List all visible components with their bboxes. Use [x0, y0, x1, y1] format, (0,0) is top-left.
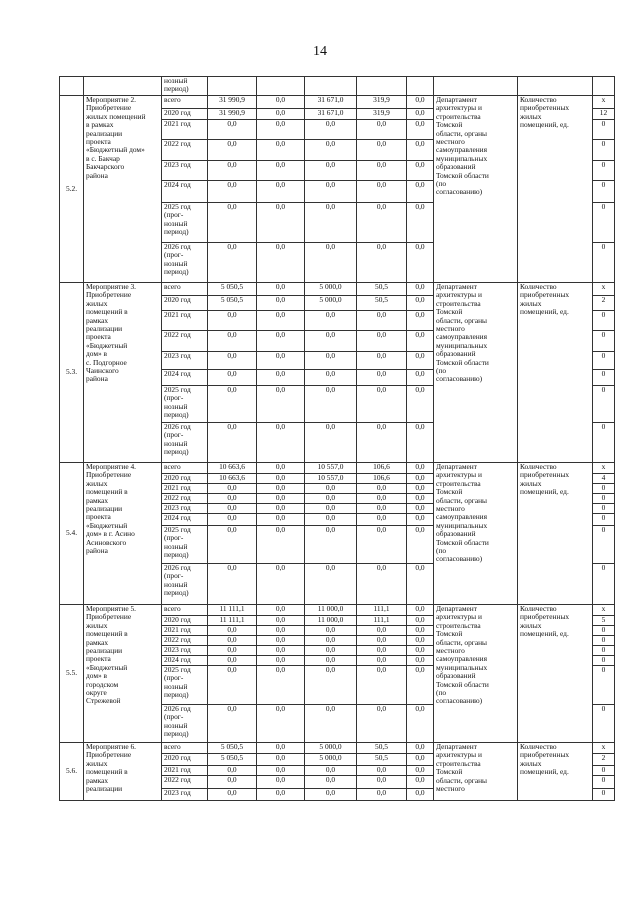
- year-cell: 2025 год (прог- нозный период): [162, 526, 208, 564]
- regional-cell: 0,0: [305, 352, 357, 370]
- federal-cell: 0,0: [257, 109, 305, 120]
- year-cell: 2026 год (прог- нозный период): [162, 243, 208, 283]
- extra-cell: 0,0: [407, 754, 434, 766]
- year-cell: всего: [162, 743, 208, 754]
- year-cell: 2021 год: [162, 120, 208, 140]
- indicator-value: 2: [593, 296, 615, 311]
- regional-cell: 0,0: [305, 776, 357, 789]
- total-cell: 10 663,6: [208, 463, 257, 474]
- regional-cell: 0,0: [305, 766, 357, 776]
- regional-cell: 0,0: [305, 504, 357, 514]
- year-cell: 2023 год: [162, 646, 208, 656]
- section-number: 5.6.: [60, 743, 84, 801]
- indicator-value: 0: [593, 203, 615, 243]
- federal-cell: 0,0: [257, 494, 305, 504]
- page-number: 14: [313, 44, 327, 59]
- year-cell: 2022 год: [162, 776, 208, 789]
- year-cell: 2023 год: [162, 161, 208, 181]
- table-row: [60, 283, 615, 296]
- indicator-cell: Количество приобретенных жилых помещений, ед.: [518, 463, 593, 605]
- year-cell: 2023 год: [162, 789, 208, 801]
- regional-cell: 0,0: [305, 705, 357, 743]
- federal-cell: 0,0: [257, 526, 305, 564]
- federal-cell: 0,0: [257, 331, 305, 352]
- federal-cell: 0,0: [257, 386, 305, 423]
- indicator-cell: Количество приобретенных жилых помещений, ед.: [518, 96, 593, 283]
- local-cell: 0,0: [357, 494, 407, 504]
- total-cell: 0,0: [208, 203, 257, 243]
- federal-cell: 0,0: [257, 504, 305, 514]
- year-cell: 2025 год (прог- нозный период): [162, 203, 208, 243]
- executor-cell: Департамент архитектуры и строительства Томской области, органы местного самоуправления муниципальных образований Томской области (по согласованию): [434, 283, 518, 463]
- extra-cell: 0,0: [407, 526, 434, 564]
- federal-cell: 0,0: [257, 646, 305, 656]
- local-cell: 0,0: [357, 161, 407, 181]
- regional-cell: 0,0: [305, 120, 357, 140]
- indicator-value: 0: [593, 423, 615, 463]
- total-cell: 0,0: [208, 161, 257, 181]
- indicator-value: 0: [593, 311, 615, 331]
- year-cell: 2020 год: [162, 474, 208, 484]
- empty-cell: [257, 77, 305, 96]
- regional-cell: 5 000,0: [305, 743, 357, 754]
- year-cell: 2021 год: [162, 766, 208, 776]
- local-cell: 50,5: [357, 283, 407, 296]
- year-cell: 2024 год: [162, 370, 208, 386]
- indicator-value: 0: [593, 140, 615, 161]
- extra-cell: 0,0: [407, 494, 434, 504]
- indicator-value: 12: [593, 109, 615, 120]
- local-cell: 0,0: [357, 120, 407, 140]
- total-cell: 31 990,9: [208, 96, 257, 109]
- year-cell: всего: [162, 605, 208, 616]
- indicator-value: 0: [593, 504, 615, 514]
- table-row: [60, 605, 615, 616]
- local-cell: 50,5: [357, 296, 407, 311]
- local-cell: 0,0: [357, 766, 407, 776]
- year-cell: 2022 год: [162, 494, 208, 504]
- empty-cell: [60, 77, 84, 96]
- indicator-value: 0: [593, 766, 615, 776]
- extra-cell: 0,0: [407, 109, 434, 120]
- total-cell: 0,0: [208, 666, 257, 705]
- extra-cell: 0,0: [407, 243, 434, 283]
- extra-cell: 0,0: [407, 564, 434, 605]
- year-cell: 2020 год: [162, 616, 208, 626]
- regional-cell: 10 557,0: [305, 474, 357, 484]
- federal-cell: 0,0: [257, 636, 305, 646]
- extra-cell: 0,0: [407, 423, 434, 463]
- regional-cell: 11 000,0: [305, 616, 357, 626]
- year-cell: 2026 год (прог- нозный период): [162, 705, 208, 743]
- total-cell: 0,0: [208, 370, 257, 386]
- regional-cell: 0,0: [305, 636, 357, 646]
- extra-cell: 0,0: [407, 370, 434, 386]
- table-row: [60, 463, 615, 474]
- year-cell: 2020 год: [162, 109, 208, 120]
- empty-cell: [208, 77, 257, 96]
- total-cell: 0,0: [208, 140, 257, 161]
- regional-cell: 0,0: [305, 626, 357, 636]
- extra-cell: 0,0: [407, 776, 434, 789]
- year-cell: всего: [162, 463, 208, 474]
- federal-cell: 0,0: [257, 743, 305, 754]
- total-cell: 0,0: [208, 789, 257, 801]
- total-cell: 11 111,1: [208, 605, 257, 616]
- total-cell: 0,0: [208, 526, 257, 564]
- total-cell: 5 050,5: [208, 743, 257, 754]
- total-cell: 0,0: [208, 646, 257, 656]
- local-cell: 0,0: [357, 331, 407, 352]
- section-number: 5.4.: [60, 463, 84, 605]
- federal-cell: 0,0: [257, 140, 305, 161]
- total-cell: 0,0: [208, 564, 257, 605]
- regional-cell: 5 000,0: [305, 754, 357, 766]
- year-cell: 2023 год: [162, 352, 208, 370]
- empty-cell: [357, 77, 407, 96]
- total-cell: 11 111,1: [208, 616, 257, 626]
- local-cell: 106,6: [357, 463, 407, 474]
- regional-cell: 0,0: [305, 423, 357, 463]
- extra-cell: 0,0: [407, 766, 434, 776]
- year-cell: 2023 год: [162, 504, 208, 514]
- regional-cell: 0,0: [305, 161, 357, 181]
- indicator-value: x: [593, 96, 615, 109]
- local-cell: 0,0: [357, 526, 407, 564]
- local-cell: 0,0: [357, 484, 407, 494]
- extra-cell: 0,0: [407, 636, 434, 646]
- local-cell: 0,0: [357, 423, 407, 463]
- extra-cell: 0,0: [407, 352, 434, 370]
- total-cell: 0,0: [208, 120, 257, 140]
- indicator-value: 2: [593, 754, 615, 766]
- indicator-value: 0: [593, 243, 615, 283]
- extra-cell: 0,0: [407, 181, 434, 203]
- year-cell: 2025 год (прог- нозный период): [162, 386, 208, 423]
- federal-cell: 0,0: [257, 514, 305, 526]
- indicator-value: 0: [593, 181, 615, 203]
- federal-cell: 0,0: [257, 705, 305, 743]
- federal-cell: 0,0: [257, 484, 305, 494]
- total-cell: 0,0: [208, 626, 257, 636]
- total-cell: 0,0: [208, 494, 257, 504]
- section-number: 5.5.: [60, 605, 84, 743]
- local-cell: 50,5: [357, 743, 407, 754]
- indicator-value: 0: [593, 352, 615, 370]
- regional-cell: 0,0: [305, 526, 357, 564]
- regional-cell: 0,0: [305, 331, 357, 352]
- total-cell: 0,0: [208, 181, 257, 203]
- federal-cell: 0,0: [257, 616, 305, 626]
- year-cell: 2020 год: [162, 296, 208, 311]
- total-cell: 0,0: [208, 386, 257, 423]
- federal-cell: 0,0: [257, 564, 305, 605]
- local-cell: 0,0: [357, 243, 407, 283]
- indicator-cell: Количество приобретенных жилых помещений, ед.: [518, 605, 593, 743]
- federal-cell: 0,0: [257, 120, 305, 140]
- indicator-value: 0: [593, 626, 615, 636]
- regional-cell: 5 000,0: [305, 283, 357, 296]
- regional-cell: 0,0: [305, 514, 357, 526]
- year-cell: 2024 год: [162, 514, 208, 526]
- federal-cell: 0,0: [257, 203, 305, 243]
- indicator-value: 0: [593, 646, 615, 656]
- federal-cell: 0,0: [257, 605, 305, 616]
- local-cell: 0,0: [357, 636, 407, 646]
- measure-name: Мероприятие 4. Приобретение жилых помещений в рамках реализации проекта «Бюджетный дом» в г. Асино Асиновского района: [84, 463, 162, 605]
- year-cell: 2021 год: [162, 484, 208, 494]
- local-cell: 319,9: [357, 96, 407, 109]
- indicator-value: 0: [593, 494, 615, 504]
- total-cell: 0,0: [208, 423, 257, 463]
- local-cell: 0,0: [357, 352, 407, 370]
- indicator-value: 0: [593, 161, 615, 181]
- regional-cell: 0,0: [305, 311, 357, 331]
- local-cell: 111,1: [357, 616, 407, 626]
- regional-cell: 0,0: [305, 181, 357, 203]
- federal-cell: 0,0: [257, 311, 305, 331]
- total-cell: 0,0: [208, 766, 257, 776]
- table-row: [60, 77, 615, 96]
- federal-cell: 0,0: [257, 423, 305, 463]
- measure-name: Мероприятие 6. Приобретение жилых помещений в рамках реализации: [84, 743, 162, 801]
- local-cell: 0,0: [357, 203, 407, 243]
- total-cell: 0,0: [208, 484, 257, 494]
- total-cell: 5 050,5: [208, 754, 257, 766]
- indicator-value: 5: [593, 616, 615, 626]
- extra-cell: 0,0: [407, 140, 434, 161]
- year-cell: нозный период): [162, 77, 208, 96]
- extra-cell: 0,0: [407, 484, 434, 494]
- regional-cell: 0,0: [305, 370, 357, 386]
- local-cell: 0,0: [357, 564, 407, 605]
- indicator-value: x: [593, 743, 615, 754]
- total-cell: 31 990,9: [208, 109, 257, 120]
- extra-cell: 0,0: [407, 161, 434, 181]
- extra-cell: 0,0: [407, 331, 434, 352]
- year-cell: 2026 год (прог- нозный период): [162, 564, 208, 605]
- executor-cell: Департамент архитектуры и строительства Томской области, органы местного: [434, 743, 518, 801]
- total-cell: 0,0: [208, 514, 257, 526]
- empty-cell: [305, 77, 357, 96]
- indicator-value: 0: [593, 636, 615, 646]
- total-cell: 0,0: [208, 656, 257, 666]
- year-cell: 2024 год: [162, 656, 208, 666]
- regional-cell: 0,0: [305, 564, 357, 605]
- extra-cell: 0,0: [407, 386, 434, 423]
- regional-cell: 0,0: [305, 789, 357, 801]
- year-cell: 2021 год: [162, 311, 208, 331]
- extra-cell: 0,0: [407, 463, 434, 474]
- federal-cell: 0,0: [257, 181, 305, 203]
- executor-cell: Департамент архитектуры и строительства Томской области, органы местного самоуправления муниципальных образований Томской области (по согласованию): [434, 463, 518, 605]
- local-cell: 0,0: [357, 776, 407, 789]
- regional-cell: 11 000,0: [305, 605, 357, 616]
- regional-cell: 0,0: [305, 386, 357, 423]
- local-cell: 0,0: [357, 514, 407, 526]
- extra-cell: 0,0: [407, 120, 434, 140]
- total-cell: 5 050,5: [208, 283, 257, 296]
- total-cell: 5 050,5: [208, 296, 257, 311]
- extra-cell: 0,0: [407, 203, 434, 243]
- indicator-value: 0: [593, 564, 615, 605]
- federal-cell: 0,0: [257, 626, 305, 636]
- local-cell: 0,0: [357, 646, 407, 656]
- local-cell: 0,0: [357, 656, 407, 666]
- indicator-value: 0: [593, 705, 615, 743]
- year-cell: 2020 год: [162, 754, 208, 766]
- extra-cell: 0,0: [407, 656, 434, 666]
- extra-cell: 0,0: [407, 705, 434, 743]
- total-cell: 0,0: [208, 705, 257, 743]
- local-cell: 0,0: [357, 370, 407, 386]
- local-cell: 111,1: [357, 605, 407, 616]
- executor-cell: Департамент архитектуры и строительства Томской области, органы местного самоуправления муниципальных образований Томской области (по согласованию): [434, 605, 518, 743]
- extra-cell: 0,0: [407, 514, 434, 526]
- regional-cell: 31 671,0: [305, 96, 357, 109]
- extra-cell: 0,0: [407, 474, 434, 484]
- indicator-value: 0: [593, 656, 615, 666]
- extra-cell: 0,0: [407, 616, 434, 626]
- total-cell: 0,0: [208, 331, 257, 352]
- indicator-value: 0: [593, 526, 615, 564]
- extra-cell: 0,0: [407, 283, 434, 296]
- executor-cell: Департамент архитектуры и строительства Томской области, органы местного самоуправления муниципальных образований Томской области (по согласованию): [434, 96, 518, 283]
- total-cell: 0,0: [208, 243, 257, 283]
- federal-cell: 0,0: [257, 789, 305, 801]
- extra-cell: 0,0: [407, 96, 434, 109]
- empty-cell: [593, 77, 615, 96]
- federal-cell: 0,0: [257, 283, 305, 296]
- measure-name: Мероприятие 2. Приобретение жилых помещений в рамках реализации проекта «Бюджетный дом» в с. Бакчар Бакчарского района: [84, 96, 162, 283]
- total-cell: 0,0: [208, 636, 257, 646]
- indicator-value: 0: [593, 386, 615, 423]
- indicator-value: 0: [593, 120, 615, 140]
- federal-cell: 0,0: [257, 161, 305, 181]
- year-cell: 2022 год: [162, 331, 208, 352]
- federal-cell: 0,0: [257, 776, 305, 789]
- federal-cell: 0,0: [257, 96, 305, 109]
- total-cell: 0,0: [208, 352, 257, 370]
- federal-cell: 0,0: [257, 463, 305, 474]
- extra-cell: 0,0: [407, 504, 434, 514]
- federal-cell: 0,0: [257, 352, 305, 370]
- federal-cell: 0,0: [257, 754, 305, 766]
- local-cell: 0,0: [357, 311, 407, 331]
- indicator-value: 0: [593, 514, 615, 526]
- section-number: 5.3.: [60, 283, 84, 463]
- table-row: [60, 743, 615, 754]
- section-number: 5.2.: [60, 96, 84, 283]
- local-cell: 0,0: [357, 626, 407, 636]
- year-cell: 2022 год: [162, 140, 208, 161]
- federal-cell: 0,0: [257, 370, 305, 386]
- indicator-value: 0: [593, 789, 615, 801]
- indicator-value: 0: [593, 776, 615, 789]
- empty-cell: [84, 77, 162, 96]
- year-cell: 2025 год (прог- нозный период): [162, 666, 208, 705]
- indicator-cell: Количество приобретенных жилых помещений, ед.: [518, 743, 593, 801]
- local-cell: 319,9: [357, 109, 407, 120]
- total-cell: 0,0: [208, 311, 257, 331]
- regional-cell: 10 557,0: [305, 463, 357, 474]
- local-cell: 50,5: [357, 754, 407, 766]
- regional-cell: 0,0: [305, 484, 357, 494]
- indicator-cell: Количество приобретенных жилых помещений, ед.: [518, 283, 593, 463]
- regional-cell: 0,0: [305, 666, 357, 705]
- local-cell: 0,0: [357, 789, 407, 801]
- total-cell: 0,0: [208, 504, 257, 514]
- local-cell: 0,0: [357, 705, 407, 743]
- extra-cell: 0,0: [407, 311, 434, 331]
- year-cell: 2021 год: [162, 626, 208, 636]
- regional-cell: 0,0: [305, 656, 357, 666]
- indicator-value: 0: [593, 370, 615, 386]
- regional-cell: 0,0: [305, 203, 357, 243]
- indicator-value: x: [593, 283, 615, 296]
- extra-cell: 0,0: [407, 605, 434, 616]
- federal-cell: 0,0: [257, 656, 305, 666]
- extra-cell: 0,0: [407, 743, 434, 754]
- federal-cell: 0,0: [257, 474, 305, 484]
- extra-cell: 0,0: [407, 646, 434, 656]
- empty-cell: [407, 77, 434, 96]
- local-cell: 0,0: [357, 504, 407, 514]
- regional-cell: 0,0: [305, 646, 357, 656]
- budget-table: [59, 76, 615, 801]
- federal-cell: 0,0: [257, 296, 305, 311]
- extra-cell: 0,0: [407, 626, 434, 636]
- year-cell: 2024 год: [162, 181, 208, 203]
- year-cell: 2022 год: [162, 636, 208, 646]
- federal-cell: 0,0: [257, 766, 305, 776]
- measure-name: Мероприятие 5. Приобретение жилых помещений в рамках реализации проекта «Бюджетный дом» в городском округе Стрежевой: [84, 605, 162, 743]
- local-cell: 0,0: [357, 181, 407, 203]
- indicator-value: 4: [593, 474, 615, 484]
- local-cell: 0,0: [357, 140, 407, 161]
- local-cell: 0,0: [357, 666, 407, 705]
- year-cell: всего: [162, 96, 208, 109]
- regional-cell: 0,0: [305, 494, 357, 504]
- regional-cell: 31 671,0: [305, 109, 357, 120]
- regional-cell: 0,0: [305, 140, 357, 161]
- local-cell: 0,0: [357, 386, 407, 423]
- empty-cell: [518, 77, 593, 96]
- regional-cell: 5 000,0: [305, 296, 357, 311]
- measure-name: Мероприятие 3. Приобретение жилых помещений в рамках реализации проекта «Бюджетный дом» в с. Подгорное Чаинского района: [84, 283, 162, 463]
- empty-cell: [434, 77, 518, 96]
- extra-cell: 0,0: [407, 789, 434, 801]
- federal-cell: 0,0: [257, 243, 305, 283]
- year-cell: всего: [162, 283, 208, 296]
- regional-cell: 0,0: [305, 243, 357, 283]
- indicator-value: x: [593, 463, 615, 474]
- extra-cell: 0,0: [407, 666, 434, 705]
- extra-cell: 0,0: [407, 296, 434, 311]
- indicator-value: 0: [593, 666, 615, 705]
- total-cell: 10 663,6: [208, 474, 257, 484]
- indicator-value: x: [593, 605, 615, 616]
- federal-cell: 0,0: [257, 666, 305, 705]
- indicator-value: 0: [593, 484, 615, 494]
- table-row: [60, 96, 615, 109]
- indicator-value: 0: [593, 331, 615, 352]
- total-cell: 0,0: [208, 776, 257, 789]
- local-cell: 106,6: [357, 474, 407, 484]
- year-cell: 2026 год (прог- нозный период): [162, 423, 208, 463]
